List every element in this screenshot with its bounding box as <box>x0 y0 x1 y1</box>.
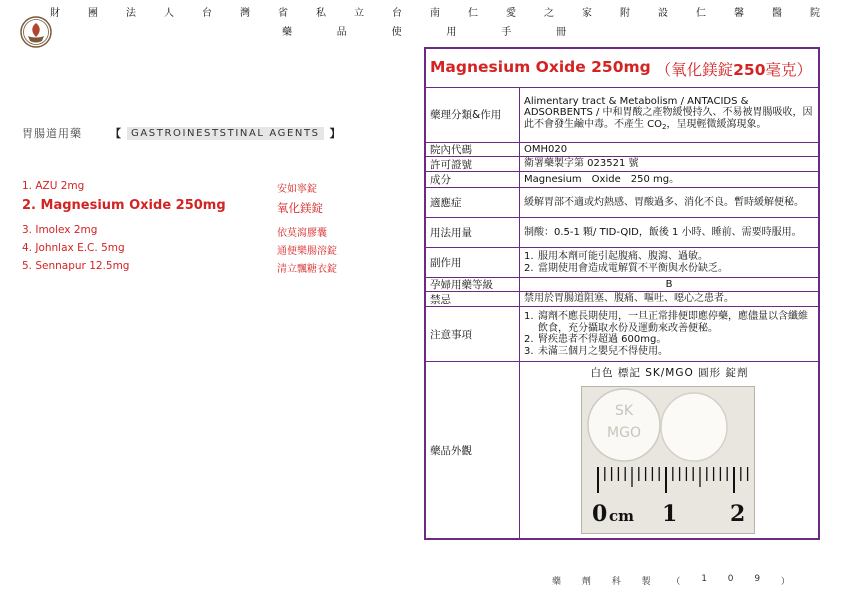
item-text: 當期使用會造成電解質不平衡與水份缺乏。 <box>538 262 728 274</box>
footer-char: 0 <box>727 574 734 584</box>
item-number: 1. <box>524 311 534 322</box>
drug-list <box>22 180 352 278</box>
row-pharmacology <box>426 87 818 143</box>
header-char: 設 <box>658 8 668 19</box>
row-contraindication <box>426 292 818 307</box>
pharmacology-part: ，呈現輕微緩瀉現象。 <box>666 118 767 130</box>
row-ingredient <box>426 172 818 188</box>
row-label: 用法用量 <box>426 218 520 247</box>
drug-name-en: 5. Sennapur 12.5mg <box>22 260 130 272</box>
drug-name-zh: 清立飄糖衣錠 <box>277 264 337 275</box>
header-char: 人 <box>164 8 174 19</box>
header-char: 財 <box>50 8 60 19</box>
row-appearance <box>426 362 818 538</box>
tablet-photo <box>581 386 755 534</box>
page-footer <box>552 574 790 587</box>
footer-char: 藥 <box>552 577 562 587</box>
hospital-name-header <box>50 4 820 19</box>
header-char: 使 <box>391 27 402 38</box>
drug-list-item[interactable] <box>22 224 352 242</box>
drug-list-item[interactable] <box>22 260 352 278</box>
ruler-label-1: 1 <box>662 501 678 527</box>
drug-name-zh: 通便樂腸溶錠 <box>277 246 337 257</box>
header-char: 藥 <box>282 27 292 38</box>
pharmacology-text <box>524 96 814 134</box>
header-char: 院 <box>810 8 820 19</box>
row-dosage <box>426 218 818 248</box>
item-text: 未滿三個月之嬰兒不得使用。 <box>538 345 668 357</box>
header-char: 仁 <box>696 8 706 19</box>
header-char: 團 <box>88 8 98 19</box>
ruler-label-2: 2 <box>730 501 746 527</box>
appearance-cell <box>521 362 818 538</box>
row-value: 緩解胃部不適或灼熱感、胃酸過多、消化不良。暫時緩解便秘。 <box>524 196 804 208</box>
header-char: 南 <box>430 8 440 19</box>
header-char: 附 <box>620 8 630 19</box>
side-effect-item <box>524 251 814 263</box>
category-en: GASTROINESTSTINAL AGENTS <box>127 127 324 140</box>
header-char: 立 <box>354 8 364 19</box>
row-value: 衛署藥製字第 023521 號 <box>524 158 639 170</box>
ruler-label-cm: cm <box>609 507 635 525</box>
row-label: 孕婦用藥等級 <box>426 278 520 291</box>
row-value <box>524 87 814 142</box>
bracket-close: 】 <box>329 127 341 140</box>
appearance-description: 白色 標記 SK/MGO 圓形 錠劑 <box>590 367 749 379</box>
ruler-ticks <box>598 467 748 493</box>
row-label: 藥理分類&作用 <box>426 87 520 142</box>
footer-char: ） <box>780 577 790 587</box>
row-label: 注意事項 <box>426 307 520 361</box>
footer-char: 劑 <box>581 577 591 587</box>
row-value <box>524 248 814 277</box>
row-indication <box>426 188 818 218</box>
footer-char: 1 <box>701 574 707 584</box>
header-char: 愛 <box>506 8 516 19</box>
header-char: 省 <box>278 8 288 19</box>
title-zh-part: （氧化鎂錠 <box>655 61 734 79</box>
header-char: 私 <box>316 8 326 19</box>
imprint-top: SK <box>614 403 634 419</box>
header-char: 馨 <box>734 8 744 19</box>
item-text: 腎疾患者不得超過 600mg。 <box>538 334 667 345</box>
header-char: 品 <box>336 27 347 38</box>
sheet-title-zh <box>656 58 812 80</box>
row-hospital-code <box>426 143 818 157</box>
header-char: 灣 <box>240 8 250 19</box>
row-label: 許可證號 <box>426 157 520 171</box>
row-label: 成分 <box>426 172 520 187</box>
bracket-open: 【 <box>110 127 121 140</box>
drug-list-item-active[interactable] <box>22 198 352 224</box>
drug-name-en: 2. Magnesium Oxide 250mg <box>22 198 226 213</box>
row-license <box>426 157 818 172</box>
header-char: 仁 <box>468 8 478 19</box>
row-value: Magnesium Oxide 250 mg。 <box>524 173 680 185</box>
footer-char: 製 <box>641 577 651 587</box>
drug-list-item[interactable] <box>22 242 352 260</box>
imprint-bottom: MGO <box>607 425 641 441</box>
row-label: 院內代碼 <box>426 143 520 156</box>
header-char: 台 <box>202 8 212 19</box>
precaution-item <box>524 311 814 334</box>
drug-info-sheet <box>424 47 820 540</box>
footer-char: （ <box>671 577 681 587</box>
header-char: 法 <box>126 8 136 19</box>
header-char: 醫 <box>772 8 782 19</box>
item-number: 3. <box>524 345 534 357</box>
drug-name-en: 4. Johnlax E.C. 5mg <box>22 242 125 254</box>
category-zh: 胃腸道用藥 <box>22 127 82 140</box>
category-heading <box>22 125 341 141</box>
sheet-title-en: Magnesium Oxide 250mg <box>430 58 651 76</box>
row-label: 適應症 <box>426 188 520 217</box>
title-zh-dose: 250 <box>733 61 766 79</box>
item-number: 2. <box>524 334 534 345</box>
side-effect-item <box>524 263 814 275</box>
header-char: 之 <box>544 8 554 19</box>
header-char: 用 <box>446 27 457 38</box>
hospital-logo <box>20 16 52 48</box>
subscript: 2 <box>662 122 667 131</box>
row-pregnancy <box>426 278 818 292</box>
item-number: 2. <box>524 262 534 274</box>
title-zh-part: 毫克） <box>765 61 812 79</box>
row-label: 藥品外觀 <box>426 362 520 538</box>
row-value: B <box>665 278 673 290</box>
row-label: 副作用 <box>426 248 520 277</box>
precaution-item <box>524 346 814 358</box>
drug-list-item[interactable] <box>22 180 352 198</box>
row-value: 禁用於胃腸道阻塞、腹痛、嘔吐、噁心之患者。 <box>524 293 734 305</box>
row-label: 禁忌 <box>426 292 520 306</box>
drug-name-en: 1. AZU 2mg <box>22 180 85 192</box>
row-value <box>524 307 814 361</box>
item-text: 瀉劑不應長期使用，一旦正常排便即應停藥，應儘量以含纖維飲食，充分攝取水份及運動來改善便秘。 <box>538 311 808 334</box>
ruler-label-0: 0 <box>592 501 608 527</box>
handbook-title-header <box>282 23 566 38</box>
row-precautions <box>426 307 818 362</box>
sheet-title-row <box>426 49 818 88</box>
drug-name-zh: 氧化鎂錠 <box>277 201 323 215</box>
tablet-illustration <box>582 387 754 533</box>
footer-char: 科 <box>611 577 621 587</box>
header-char: 冊 <box>555 27 566 38</box>
row-side-effects <box>426 248 818 278</box>
row-value: 制酸：0.5-1 顆/ TID-QID，飯後 1 小時、睡前、需要時服用。 <box>524 226 802 238</box>
header-char: 台 <box>392 8 402 19</box>
item-text: 服用本劑可能引起腹痛、腹瀉、過敏。 <box>538 251 708 262</box>
header-char: 家 <box>582 8 592 19</box>
pharmacology-part: Alimentary tract & Metabolism / ANTACIDS & ADSORBENTS / 中和胃酸之產物緩慢持久、不易被胃腸吸收，因此不會發生鹼中毒。不產生 CO <box>524 95 813 130</box>
logo-emblem-icon <box>20 16 52 48</box>
drug-name-zh: 依莫瀉膠囊 <box>277 228 327 239</box>
header-char: 手 <box>501 27 512 38</box>
row-value: OMH020 <box>524 143 568 155</box>
item-number: 1. <box>524 251 534 262</box>
footer-char: 9 <box>754 574 761 584</box>
drug-name-en: 3. Imolex 2mg <box>22 224 98 236</box>
precaution-item <box>524 334 814 346</box>
drug-name-zh: 安如寧錠 <box>277 184 317 195</box>
